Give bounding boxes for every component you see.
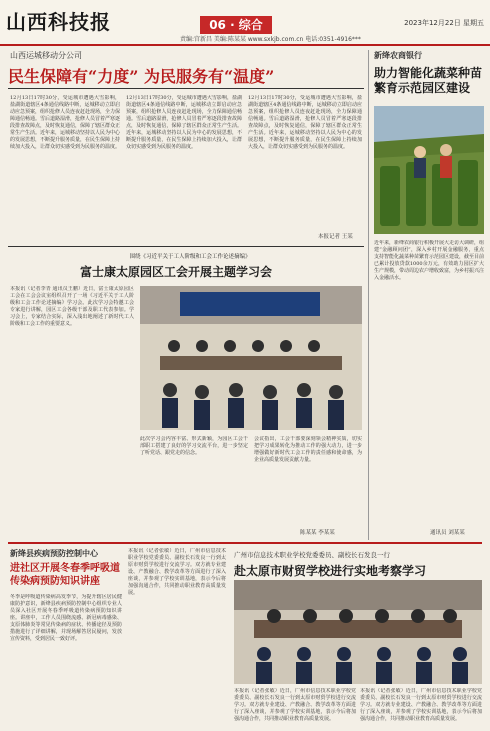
lead-body-col1: 12月13日17时30分，受运城市遭遇大雪影响，盐湖街道辖区4条通信线路中断，运城移动立即启动应急预案，组织抢修人员连夜赶赴现场，全力保障通信畅通。雪后道路湿滑，抢修人员冒着严寒逐段排查故障点，及时恢复通信，保障了辖区群众正常生产生活。近年来，运城移动坚持以人民为中心的发展思想，不断提升服务质量，在民生保障上持续加大投入，让群众切实感受到为民服务的温度。 bbox=[10, 95, 120, 150]
lead-body-col3: 12月13日17时30分，受运城市遭遇大雪影响，盐湖街道辖区4条通信线路中断，运城移动立即启动应急预案，组织抢修人员连夜赶赴现场，全力保障通信畅通。雪后道路湿滑，抢修人员冒着严寒逐段排查故障点，及时恢复通信，保障了辖区群众正常生产生活。近年来，运城移动坚持以人民为中心的发展思想，不断提升服务质量，在民生保障上持续加大投入，让群众切实感受到为民服务的温度。 bbox=[248, 95, 362, 150]
bottom-left-kicker: 新绛县疾病预防控制中心 bbox=[10, 549, 98, 558]
editor-info: 责编:宫新昌 美编:陈某某 www.sxkjb.com.cn 电话:0351-4916*** bbox=[180, 36, 361, 43]
photo-byline: 陈某某 李某某 bbox=[300, 530, 335, 536]
bottom-right-body-col2: 本报讯（记者张敏）近日，广州市信息技术职业学校党委委员、副校长石发良一行到太原市财贸学校进行交流学习。双方就专业建设、产教融合、教学改革等方面进行了深入座谈，并参观了学校实训基地，表示今后将加强沟通合作，共同推动职业教育高质量发展。 bbox=[360, 688, 482, 722]
masthead bbox=[0, 0, 490, 46]
school-visit-photo bbox=[234, 580, 482, 684]
newspaper-logo: 山西科技报 bbox=[6, 10, 111, 34]
section-divider bbox=[8, 542, 482, 544]
right-body: 近年来，新绛农商银行积极开展大走访大调研，组建“金融顾问团”，深入乡村开展金融服务，重点支持智能化蔬菜种苗繁育示范园区建设，截至目前已累计投放贷款1000余万元，有效助力园区扩大生产规模，带动周边农户增收致富，为乡村振兴注入金融活水。 bbox=[374, 240, 484, 281]
photo-story-body: 本报讯（记者李青 通讯员王鹏）近日，富士康太原园区工会在工会会议室组织召开了一场《习近平关于工人阶级和工会工作论述摘编》学习会。此次学习会特邀工会专家进行讲解，园区工会各级干部及职工代表参加。学习会上，专家结合实际，深入浅出地阐述了新时代工人阶级和工会工作的重要意义。 bbox=[10, 286, 134, 327]
column-divider bbox=[368, 50, 369, 540]
bottom-right-body-col1: 本报讯（记者张敏）近日，广州市信息技术职业学校党委委员、副校长石发良一行到太原市财贸学校进行交流学习。双方就专业建设、产教融合、教学改革等方面进行了深入座谈，并参观了学校实训基地，表示今后将加强沟通合作，共同推动职业教育高质量发展。 bbox=[234, 688, 356, 722]
bottom-left-headline: 进社区开展冬春季呼吸道传染病预防知识讲座 bbox=[10, 563, 120, 587]
section-label: 06 · 综合 bbox=[200, 16, 272, 34]
bottom-right-headline: 赴太原市财贸学校进行实地考察学习 bbox=[234, 564, 427, 578]
issue-date: 2023年12月22日 星期五 bbox=[404, 19, 484, 27]
bottom-right-kicker: 广州市信息技术职业学校党委委员、副校长石发良一行 bbox=[234, 551, 390, 559]
divider bbox=[8, 88, 364, 89]
photo-story-mid-body: 此次学习会内容丰富、形式新颖，为园区工会干部职工搭建了良好的学习交流平台，进一步坚定了听党话、跟党走的信念。 bbox=[140, 436, 248, 456]
bottom-mid-body: 本报讯（记者张敏）近日，广州市信息技术职业学校党委委员、副校长石发良一行到太原市财贸学校进行交流学习。双方就专业建设、产教融合、教学改革等方面进行了深入座谈，并参观了学校实训基地，表示今后将加强沟通合作，共同推动职业教育高质量发展。 bbox=[128, 548, 226, 596]
photo-story-right-body: 会议指出，工会干部要深刻领会精神实质，切实把学习成果转化为推动工作的强大动力，进一步增强做好新时代工会工作的责任感和使命感，为企业高质量发展贡献力量。 bbox=[254, 436, 362, 463]
divider bbox=[8, 246, 364, 247]
lead-byline: 本报记者 王某 bbox=[318, 234, 353, 240]
meeting-photo bbox=[140, 286, 362, 430]
lead-headline: 民生保障有“力度” 为民服务有“温度” bbox=[8, 67, 275, 86]
photo-story-caption: 围绕《习近平关于工人阶级和工会工作论述摘编》 bbox=[129, 254, 251, 260]
photo-story-headline: 富士康太原园区工会开展主题学习会 bbox=[80, 265, 273, 279]
right-byline: 通讯员 刘某某 bbox=[430, 530, 465, 536]
right-kicker: 新绛农商银行 bbox=[374, 51, 422, 60]
bottom-left-body: 冬季是呼吸道传染病高发季节，为提升辖区居民健康防护意识，新绛县疾病预防控制中心组织专业人员深入社区开展冬春季呼吸道传染病预防知识讲座。讲座中，工作人员围绕流感、新冠病毒感染、支原体肺炎等常见传染病的症状、传播途径及预防措施进行了详细讲解，并现场解答居民疑问，发放宣传资料，受到居民一致好评。 bbox=[10, 594, 122, 642]
right-headline: 助力智能化蔬菜种苗繁育示范园区建设 bbox=[374, 66, 483, 95]
lead-body-col2: 12月13日17时30分，受运城市遭遇大雪影响，盐湖街道辖区4条通信线路中断，运城移动立即启动应急预案，组织抢修人员连夜赶赴现场，全力保障通信畅通。雪后道路湿滑，抢修人员冒着严寒逐段排查故障点，及时恢复通信，保障了辖区群众正常生产生活。近年来，运城移动坚持以人民为中心的发展思想，不断提升服务质量，在民生保障上持续加大投入，让群众切实感受到为民服务的温度。 bbox=[126, 95, 242, 150]
lead-kicker: 山西运城移动分公司 bbox=[10, 51, 82, 60]
vegetable-seedling-photo bbox=[374, 106, 484, 234]
